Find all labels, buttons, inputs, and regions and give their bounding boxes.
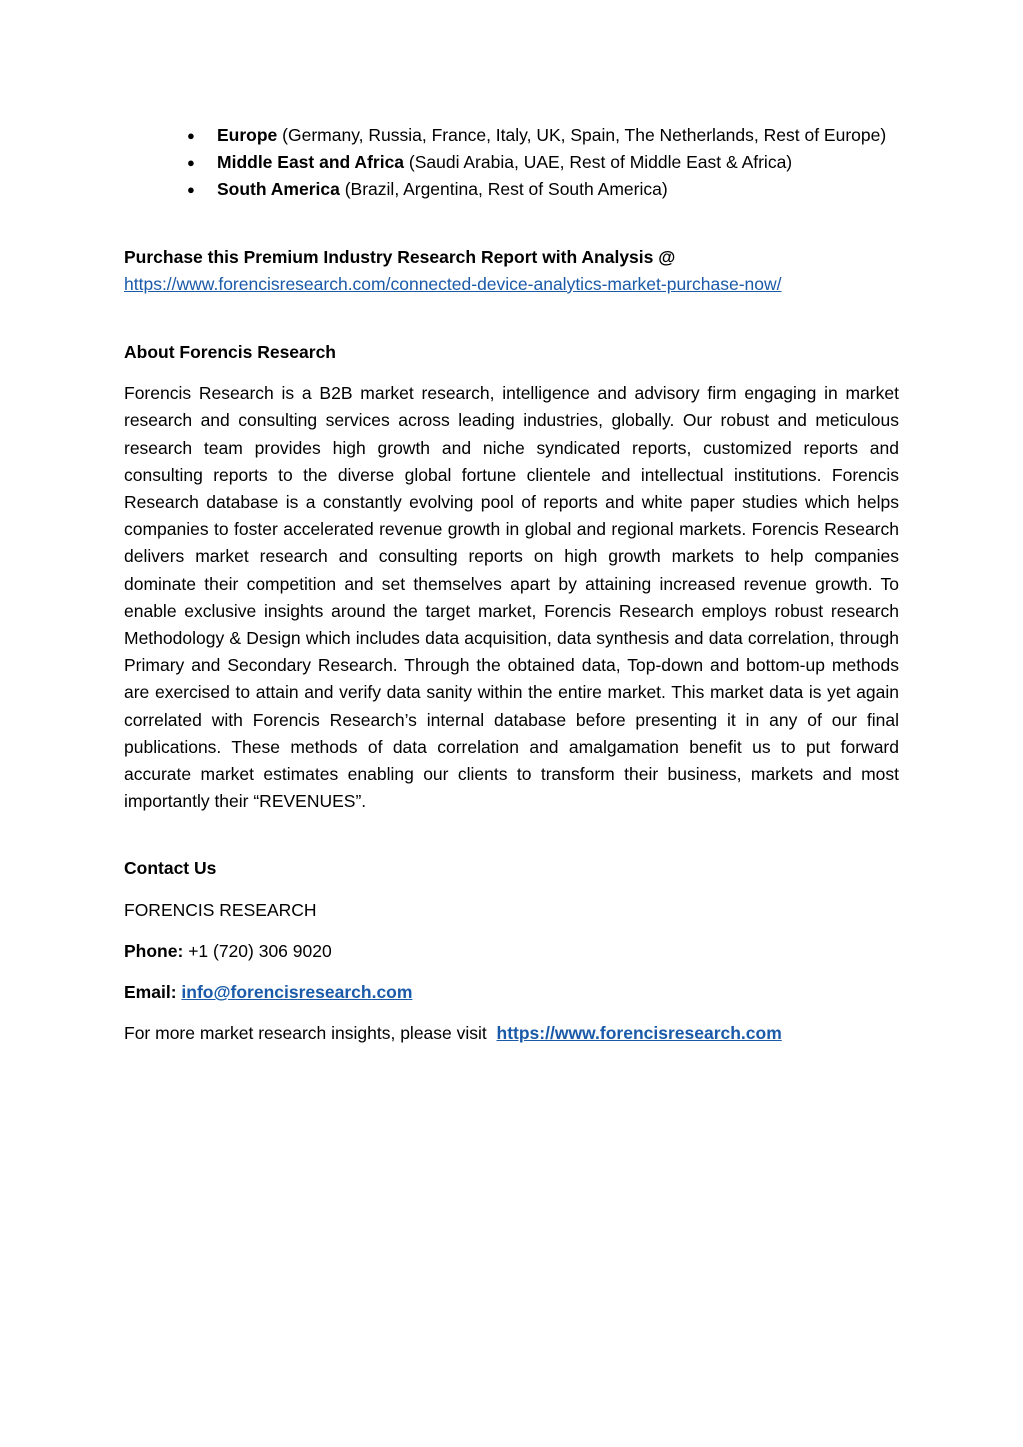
list-item [187, 176, 899, 203]
visit-line [124, 1020, 899, 1047]
purchase-link[interactable]: https://www.forencisresearch.com/connected-device-analytics-market-purchase-now/ [124, 273, 782, 294]
phone-label: Phone: [124, 940, 184, 961]
region-list [124, 122, 899, 204]
region-detail: (Saudi Arabia, UAE, Rest of Middle East & Africa) [408, 152, 793, 173]
region-name: South America [217, 179, 340, 200]
phone-line [124, 938, 899, 965]
email-line [124, 979, 899, 1006]
region-name: Middle East and Africa [217, 152, 405, 173]
purchase-heading: Purchase this Premium Industry Research Report with Analysis @ [124, 246, 676, 267]
visit-text: For more market research insights, please visit [124, 1023, 487, 1044]
region-name: Europe [217, 125, 278, 145]
region-detail: (Germany, Russia, France, Italy, UK, Spain, The Netherlands, Rest of Europe) [282, 125, 887, 145]
contact-title: Contact Us [124, 858, 217, 879]
list-item [187, 122, 899, 149]
bullet-icon: ● [187, 155, 195, 171]
bullet-icon: ● [187, 182, 195, 198]
list-item [187, 149, 899, 176]
company-name: FORENCIS RESEARCH [124, 899, 317, 920]
email-link[interactable]: info@forencisresearch.com [181, 982, 413, 1003]
website-link[interactable]: https://www.forencisresearch.com [496, 1023, 782, 1044]
about-title: About Forencis Research [124, 342, 336, 363]
phone-number: +1 (720) 306 9020 [188, 940, 332, 961]
document-page [124, 122, 899, 1047]
bullet-icon: ● [187, 128, 195, 143]
about-body: Forencis Research is a B2B market research, intelligence and advisory firm engaging in market research and consulting services across leading industries, globally. Our robust and meticulous research team provides high growth and niche syndicated reports, customized reports and consulting reports to the diverse global fortune clientele and intellectual institutions. Forencis Research database is a constantly evolving pool of reports and white paper studies which helps companies to foster accelerated revenue growth in global and regional markets. Forencis Research delivers market research and consulting reports on high growth markets to help companies dominate their competition and set themselves apart by attaining increased revenue growth. To enable exclusive insights around the target market, Forencis Research employs robust research Methodology & Design which includes data acquisition, data synthesis and data correlation, through Primary and Secondary Research. Through the obtained data, Top-down and bottom-up methods are exercised to attain and verify data sanity within the entire market. This market data is yet again correlated with Forencis Research’s internal database before presenting it in any of our final publications. These methods of data correlation and amalgamation benefit us to put forward accurate market estimates enabling our clients to transform their business, markets and most importantly their “REVENUES”. [124, 383, 899, 812]
email-label: Email: [124, 982, 177, 1003]
region-detail: (Brazil, Argentina, Rest of South America) [344, 179, 668, 200]
